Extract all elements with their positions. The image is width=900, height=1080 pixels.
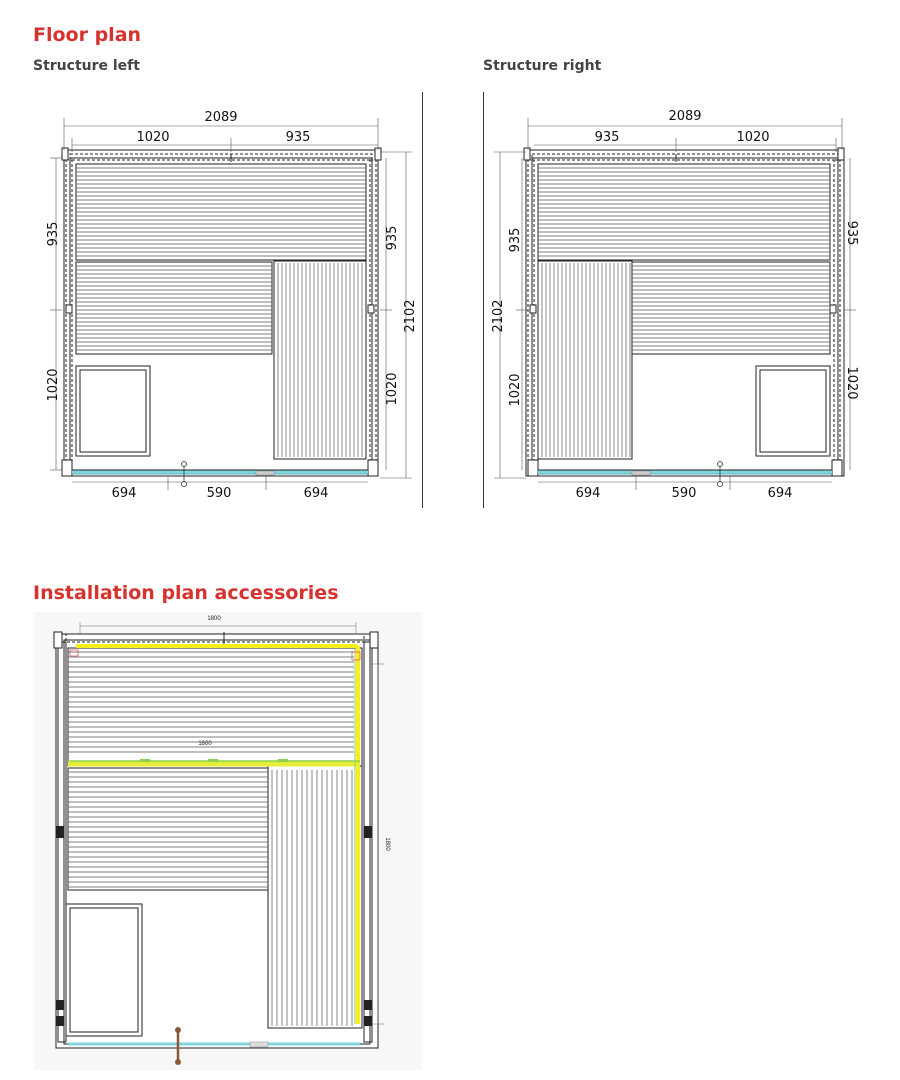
- dim-bottom-mid-right: 590: [671, 486, 697, 501]
- dim-top-left-right: 935: [594, 130, 620, 145]
- dim-install-top: 1800: [207, 616, 221, 622]
- dim-side-left-top: 935: [46, 221, 61, 247]
- structure-right-subtitle: Structure right: [483, 58, 602, 74]
- installation-plan-title: Installation plan accessories: [33, 582, 339, 604]
- floor-plan-title: Floor plan: [33, 24, 142, 46]
- dim-total-depth-right: 2102: [491, 299, 506, 333]
- dim-bottom-mid: 590: [206, 486, 232, 501]
- dim-total-depth: 2102: [403, 299, 418, 333]
- dim-total-width-right: 2089: [668, 109, 702, 124]
- dim-bottom-left: 694: [111, 486, 137, 501]
- dim-top-left: 1020: [136, 130, 170, 145]
- dim-install-middle: 1800: [198, 741, 212, 747]
- dim-side-left-bottom: 1020: [46, 368, 61, 402]
- dim-side-left-bottom-right: 1020: [508, 373, 523, 407]
- dim-install-right: 1800: [384, 837, 390, 851]
- install-upper-slats: [68, 652, 354, 752]
- dim-top-right: 935: [285, 130, 311, 145]
- structure-left-subtitle: Structure left: [33, 58, 140, 74]
- dim-total-width: 2089: [204, 110, 238, 125]
- dim-side-right-bottom: 1020: [385, 372, 400, 406]
- dim-side-right-bottom-right: 1020: [844, 366, 859, 400]
- dim-side-left-top-right: 935: [508, 227, 523, 253]
- dim-side-right-top-right: 935: [844, 220, 859, 246]
- dim-bottom-right: 694: [303, 486, 329, 501]
- dim-top-right-right: 1020: [736, 130, 770, 145]
- dim-bottom-right-right: 694: [767, 486, 793, 501]
- dim-bottom-left-right: 694: [575, 486, 601, 501]
- dim-side-right-top: 935: [385, 225, 400, 251]
